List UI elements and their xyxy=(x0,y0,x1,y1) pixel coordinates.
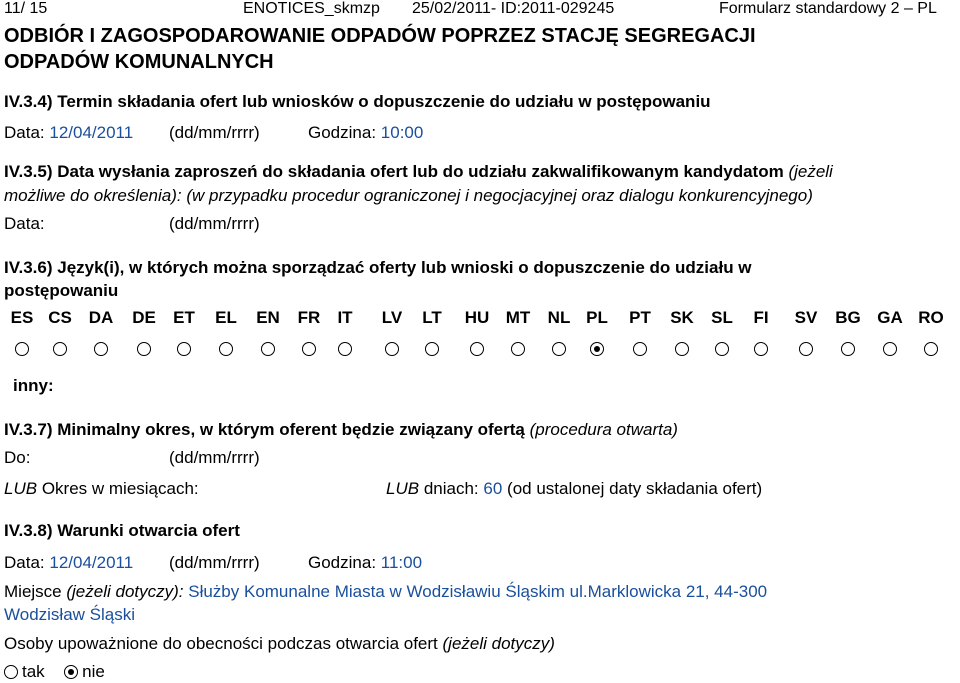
language-code-pt: PT xyxy=(629,308,651,327)
language-radio-de[interactable] xyxy=(137,342,151,356)
language-radio-nl[interactable] xyxy=(552,342,566,356)
s8-time-label: Godzina: xyxy=(308,553,377,572)
language-code-el: EL xyxy=(215,308,237,327)
section-iv-3-6-heading-line2: postępowaniu xyxy=(4,281,119,300)
language-radio-lt[interactable] xyxy=(425,342,439,356)
language-radio-pt[interactable] xyxy=(633,342,647,356)
language-radio-fi[interactable] xyxy=(754,342,768,356)
s8-date-row xyxy=(4,553,133,573)
section-iv-3-5-heading xyxy=(4,162,833,182)
language-code-pl: PL xyxy=(586,308,608,327)
language-code-lv: LV xyxy=(381,308,403,327)
language-code-en: EN xyxy=(256,308,280,327)
language-radio-da[interactable] xyxy=(94,342,108,356)
s7-months-row xyxy=(4,479,199,499)
s7-lub-days: LUB xyxy=(386,479,420,498)
language-code-de: DE xyxy=(132,308,156,327)
language-code-es: ES xyxy=(10,308,34,327)
s8-time-row xyxy=(308,553,422,573)
language-code-sl: SL xyxy=(711,308,733,327)
language-code-et: ET xyxy=(173,308,195,327)
s8-place-value-1: Służby Komunalne Miasta w Wodzisławiu Śląskim ul.Marklowicka 21, 44-300 xyxy=(188,582,768,601)
s8-options-row xyxy=(4,662,105,682)
section-iv-3-4-heading: IV.3.4) Termin składania ofert lub wniosków o dopuszczenie do udziału w postępowaniu xyxy=(4,92,711,111)
s8-persons-italic: (jeżeli dotyczy) xyxy=(442,634,555,653)
s5-date-label: Data: xyxy=(4,214,45,233)
s8-time-value: 11:00 xyxy=(380,553,423,572)
s4-date-label: Data: xyxy=(4,123,45,142)
language-code-ga: GA xyxy=(877,308,903,327)
language-radio-el[interactable] xyxy=(219,342,233,356)
notice-date-id: 25/02/2011- ID:2011-029245 xyxy=(412,0,615,17)
language-radio-et[interactable] xyxy=(177,342,191,356)
language-radios-row xyxy=(0,342,960,364)
s8-date-value: 12/04/2011 xyxy=(49,553,134,572)
language-code-lt: LT xyxy=(422,308,442,327)
language-radio-ro[interactable] xyxy=(924,342,938,356)
language-code-fr: FR xyxy=(297,308,321,327)
s8-persons-row xyxy=(4,634,555,654)
s7-days-row xyxy=(386,479,762,499)
language-code-ro: RO xyxy=(918,308,944,327)
s8-place-value-2: Wodzisław Śląski xyxy=(4,605,136,624)
language-radio-bg[interactable] xyxy=(841,342,855,356)
language-radio-hu[interactable] xyxy=(470,342,484,356)
language-radio-sl[interactable] xyxy=(715,342,729,356)
s7-do-label: Do: xyxy=(4,448,31,467)
language-code-cs: CS xyxy=(48,308,72,327)
language-radio-it[interactable] xyxy=(338,342,352,356)
s7-days-value: 60 xyxy=(483,479,503,498)
language-code-sv: SV xyxy=(794,308,818,327)
s8-place-line1 xyxy=(4,582,767,602)
s4-time-value: 10:00 xyxy=(380,123,424,142)
section-iv-3-8-heading: IV.3.8) Warunki otwarcia ofert xyxy=(4,521,240,540)
notice-id: ENOTICES_skmzp xyxy=(243,0,380,17)
form-type: Formularz standardowy 2 – PL xyxy=(719,0,937,17)
s8-date-label: Data: xyxy=(4,553,45,572)
section-iv-3-6-heading-line1: IV.3.6) Język(i), w których można sporządzać oferty lub wnioski o dopuszczenie do udziału w xyxy=(4,258,752,277)
language-code-sk: SK xyxy=(670,308,694,327)
language-code-fi: FI xyxy=(753,308,769,327)
page-number: 11/ 15 xyxy=(4,0,48,17)
doc-title-line1: ODBIÓR I ZAGOSPODAROWANIE ODPADÓW POPRZEZ STACJĘ SEGREGACJI xyxy=(4,25,756,47)
language-radio-sk[interactable] xyxy=(675,342,689,356)
s8-place-label: Miejsce xyxy=(4,582,62,601)
language-code-hu: HU xyxy=(464,308,490,327)
s7-days-label: dniach: xyxy=(423,479,479,498)
s7-do-format: (dd/mm/rrrr) xyxy=(169,448,260,467)
s8-persons-label: Osoby upoważnione do obecności podczas otwarcia ofert xyxy=(4,634,438,653)
s5-heading-italic: (jeżeli xyxy=(788,162,833,181)
language-radio-pl[interactable] xyxy=(590,342,604,356)
language-radio-lv[interactable] xyxy=(385,342,399,356)
s5-heading-line2: możliwe do określenia): (w przypadku procedur ograniczonej i negocjacyjnej oraz dialogu konkurencyjnego) xyxy=(4,186,813,205)
language-code-it: IT xyxy=(337,308,353,327)
s5-date-format: (dd/mm/rrrr) xyxy=(169,214,260,233)
s4-date-row xyxy=(4,123,133,143)
s8-place-italic: (jeżeli dotyczy): xyxy=(66,582,184,601)
yes-radio[interactable] xyxy=(4,665,18,679)
s7-months-label: Okres w miesiącach: xyxy=(41,479,199,498)
language-radio-fr[interactable] xyxy=(302,342,316,356)
s7-heading-bold: IV.3.7) Minimalny okres, w którym oferent będzie związany ofertą xyxy=(4,420,525,439)
no-radio[interactable] xyxy=(64,665,78,679)
language-radio-es[interactable] xyxy=(15,342,29,356)
language-radio-mt[interactable] xyxy=(511,342,525,356)
s4-date-value: 12/04/2011 xyxy=(49,123,134,142)
language-radio-sv[interactable] xyxy=(799,342,813,356)
s5-heading-bold: IV.3.5) Data wysłania zaproszeń do składania ofert lub do udziału zakwalifikowanym kandydatom xyxy=(4,162,784,181)
language-code-bg: BG xyxy=(835,308,861,327)
language-code-mt: MT xyxy=(505,308,531,327)
s7-heading-italic: (procedura otwarta) xyxy=(529,420,678,439)
language-radio-en[interactable] xyxy=(261,342,275,356)
s7-lub-months: LUB xyxy=(4,479,38,498)
s7-days-suffix: (od ustalonej daty składania ofert) xyxy=(507,479,763,498)
language-code-nl: NL xyxy=(547,308,571,327)
other-language-label: inny: xyxy=(13,376,54,395)
language-radio-cs[interactable] xyxy=(53,342,67,356)
s4-time-label: Godzina: xyxy=(308,123,377,142)
s4-time-row xyxy=(308,123,423,143)
section-iv-3-7-heading xyxy=(4,420,678,440)
yes-label: tak xyxy=(22,662,45,681)
s8-date-format: (dd/mm/rrrr) xyxy=(169,553,260,572)
language-radio-ga[interactable] xyxy=(883,342,897,356)
language-code-da: DA xyxy=(88,308,114,327)
no-label: nie xyxy=(82,662,105,681)
s4-date-format: (dd/mm/rrrr) xyxy=(169,123,260,142)
doc-title-line2: ODPADÓW KOMUNALNYCH xyxy=(4,51,274,73)
